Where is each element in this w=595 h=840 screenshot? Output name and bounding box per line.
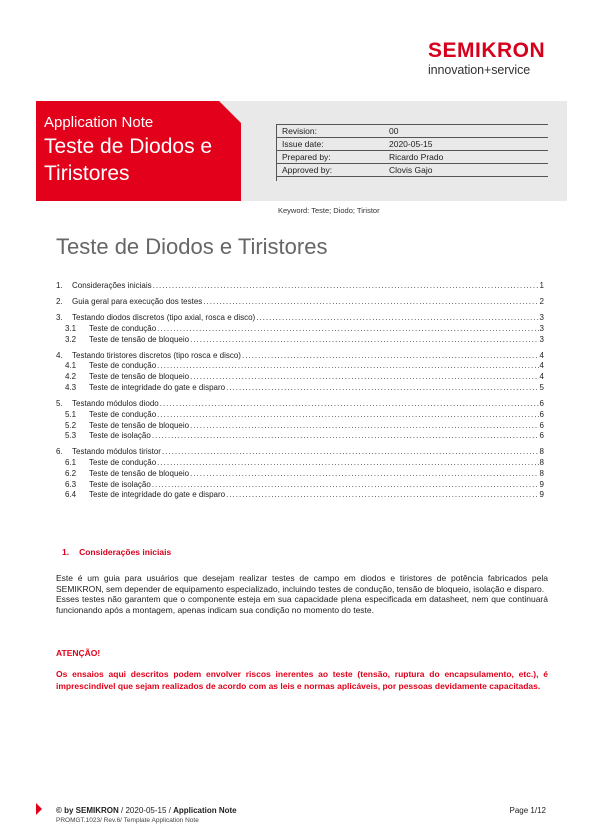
- footer-doc-type: Application Note: [173, 806, 237, 815]
- section-heading: [62, 547, 171, 557]
- toc-number: 4.3: [65, 382, 77, 392]
- meta-key: Revision:: [276, 125, 383, 138]
- toc-label: Considerações iniciais: [72, 281, 152, 290]
- toc-page: 6: [539, 398, 544, 408]
- toc-label: Teste de tensão de bloqueio: [89, 334, 190, 344]
- toc-leader: [152, 431, 539, 442]
- footer-template: PROMGT.1023/ Rev.6/ Template Application Note: [56, 817, 199, 824]
- toc-label: Testando diodos discretos (tipo axial, rosca e disco): [72, 312, 256, 322]
- toc-label: Teste de condução: [89, 458, 157, 468]
- toc-entry[interactable]: [56, 372, 544, 383]
- toc-label: Teste de tensão de bloqueio: [89, 468, 190, 478]
- toc-number: 4.1: [65, 361, 77, 371]
- meta-key: Issue date:: [276, 138, 383, 151]
- table-of-contents: [56, 281, 544, 501]
- toc-number: 4.2: [65, 372, 77, 382]
- header-title: Teste de Diodos e Tiristores: [44, 135, 213, 185]
- toc-leader: [190, 335, 538, 346]
- toc-entry[interactable]: [56, 383, 544, 394]
- toc-leader: [157, 324, 538, 335]
- toc-leader: [226, 383, 538, 394]
- toc-entry[interactable]: [56, 458, 544, 469]
- toc-label: Teste de isolação: [89, 431, 151, 441]
- toc-page: 2: [539, 296, 544, 306]
- toc-leader: [256, 313, 538, 324]
- meta-key: Prepared by:: [276, 151, 383, 164]
- logo-tagline: innovation+service: [428, 63, 531, 77]
- toc-number: 5.3: [65, 431, 77, 441]
- toc-label: Teste de condução: [89, 323, 157, 333]
- semikron-logo: [428, 40, 550, 77]
- toc-entry[interactable]: [56, 421, 544, 432]
- keywords: Keyword: Teste; Diodo; Tiristor: [278, 206, 380, 215]
- toc-page: 3: [539, 334, 544, 344]
- toc-number: 2.: [56, 296, 63, 306]
- toc-page: 8: [539, 458, 544, 468]
- toc-entry[interactable]: [56, 410, 544, 421]
- meta-value: Clovis Gajo: [383, 164, 548, 177]
- toc-leader: [190, 421, 538, 432]
- toc-label: Testando módulos diodo: [72, 398, 159, 408]
- toc-entry[interactable]: [56, 490, 544, 501]
- toc-entry[interactable]: [56, 297, 544, 308]
- toc-entry[interactable]: [56, 399, 544, 410]
- page-title: Teste de Diodos e Tiristores: [56, 234, 328, 259]
- toc-number: 4.: [56, 350, 63, 360]
- toc-label: Teste de integridade do gate e disparo: [89, 490, 226, 500]
- toc-number: 6.2: [65, 468, 77, 478]
- toc-leader: [157, 458, 538, 469]
- toc-number: 3.1: [65, 323, 77, 333]
- toc-page: 4: [539, 350, 544, 360]
- toc-label: Teste de isolação: [89, 479, 151, 489]
- toc-number: 3.: [56, 312, 63, 322]
- toc-number: 5.: [56, 398, 63, 408]
- toc-page: 4: [539, 372, 544, 382]
- meta-table: [276, 124, 548, 177]
- section-title: Considerações iniciais: [79, 547, 172, 557]
- toc-leader: [153, 281, 539, 292]
- toc-leader: [152, 480, 539, 491]
- toc-leader: [226, 490, 538, 501]
- footer-line: [56, 806, 237, 815]
- toc-number: 5.2: [65, 420, 77, 430]
- toc-label: Testando tiristores discretos (tipo rosca e disco): [72, 350, 241, 360]
- toc-page: 6: [539, 431, 544, 441]
- toc-label: Guia geral para execução dos testes: [72, 296, 203, 306]
- toc-leader: [157, 361, 538, 372]
- logo-wordmark: SEMIKRON: [428, 39, 546, 62]
- toc-leader: [242, 351, 539, 362]
- toc-entry[interactable]: [56, 324, 544, 335]
- toc-entry[interactable]: [56, 281, 544, 292]
- toc-page: 8: [539, 468, 544, 478]
- toc-label: Teste de tensão de bloqueio: [89, 420, 190, 430]
- toc-leader: [203, 297, 538, 308]
- toc-label: Teste de condução: [89, 409, 157, 419]
- toc-page: 5: [539, 382, 544, 392]
- footer-arrow-icon: [36, 803, 42, 815]
- toc-label: Teste de condução: [89, 361, 157, 371]
- toc-entry[interactable]: [56, 447, 544, 458]
- toc-entry[interactable]: [56, 431, 544, 442]
- toc-leader: [160, 399, 539, 410]
- section-body: [56, 573, 548, 615]
- section-number: 1.: [62, 547, 70, 557]
- toc-page: 9: [539, 490, 544, 500]
- meta-row-issue-date: [276, 138, 548, 151]
- toc-number: 6.: [56, 447, 63, 457]
- paragraph: Esses testes não garantem que o componente esteja em sua capacidade plena especificada em datasheet, nem que continuará funcionando após a montagem, apenas indicam sua condição no momento do teste.: [56, 594, 548, 615]
- toc-leader: [162, 447, 539, 458]
- meta-value: 2020-05-15: [383, 138, 548, 151]
- page-number: Page 1/12: [509, 806, 546, 815]
- toc-page: 1: [539, 281, 544, 290]
- toc-leader: [190, 469, 538, 480]
- warning-title: ATENÇÃO!: [56, 648, 101, 658]
- document-type-label: Application Note: [44, 114, 154, 131]
- meta-key: Approved by:: [276, 164, 383, 177]
- toc-entry[interactable]: [56, 313, 544, 324]
- toc-leader: [157, 410, 538, 421]
- toc-page: 8: [539, 447, 544, 457]
- toc-number: 6.3: [65, 479, 77, 489]
- toc-leader: [190, 372, 538, 383]
- toc-entry[interactable]: [56, 469, 544, 480]
- meta-row-prepared-by: [276, 151, 548, 164]
- meta-value: Ricardo Prado: [383, 151, 548, 164]
- footer-copyright: © by SEMIKRON: [56, 806, 119, 815]
- toc-entry[interactable]: [56, 335, 544, 346]
- meta-row-revision: [276, 125, 548, 138]
- toc-label: Teste de tensão de bloqueio: [89, 372, 190, 382]
- toc-number: 3.2: [65, 334, 77, 344]
- toc-number: 5.1: [65, 409, 77, 419]
- toc-label: Teste de integridade do gate e disparo: [89, 382, 226, 392]
- toc-page: 3: [539, 323, 544, 333]
- toc-page: 9: [539, 479, 544, 489]
- toc-page: 4: [539, 361, 544, 371]
- toc-label: Testando módulos tiristor: [72, 447, 161, 457]
- meta-value: 00: [383, 125, 548, 138]
- toc-page: 6: [539, 420, 544, 430]
- toc-page: 3: [539, 312, 544, 322]
- toc-number: 6.4: [65, 490, 77, 500]
- footer-date: / 2020-05-15 /: [121, 806, 171, 815]
- paragraph: Este é um guia para usuários que desejam realizar testes de campo em diodos e tiristores de potência fabricados pela SEMIKRON, sem depender de equipamento especializado, incluindo testes de condução, tensão de bloqueio, isolação e disparo.: [56, 573, 548, 594]
- toc-page: 6: [539, 409, 544, 419]
- toc-entry[interactable]: [56, 361, 544, 372]
- toc-entry[interactable]: [56, 480, 544, 491]
- meta-row-approved-by: [276, 164, 548, 177]
- warning-text: Os ensaios aqui descritos podem envolver riscos inerentes ao teste (tensão, ruptura do encapsulamento, etc.), é imprescindível que sejam realizados de acordo com as leis e normas aplicáveis, por pessoas devidamente capacitadas.: [56, 669, 548, 691]
- toc-number: 1.: [56, 281, 63, 290]
- toc-entry[interactable]: [56, 351, 544, 362]
- toc-number: 6.1: [65, 458, 77, 468]
